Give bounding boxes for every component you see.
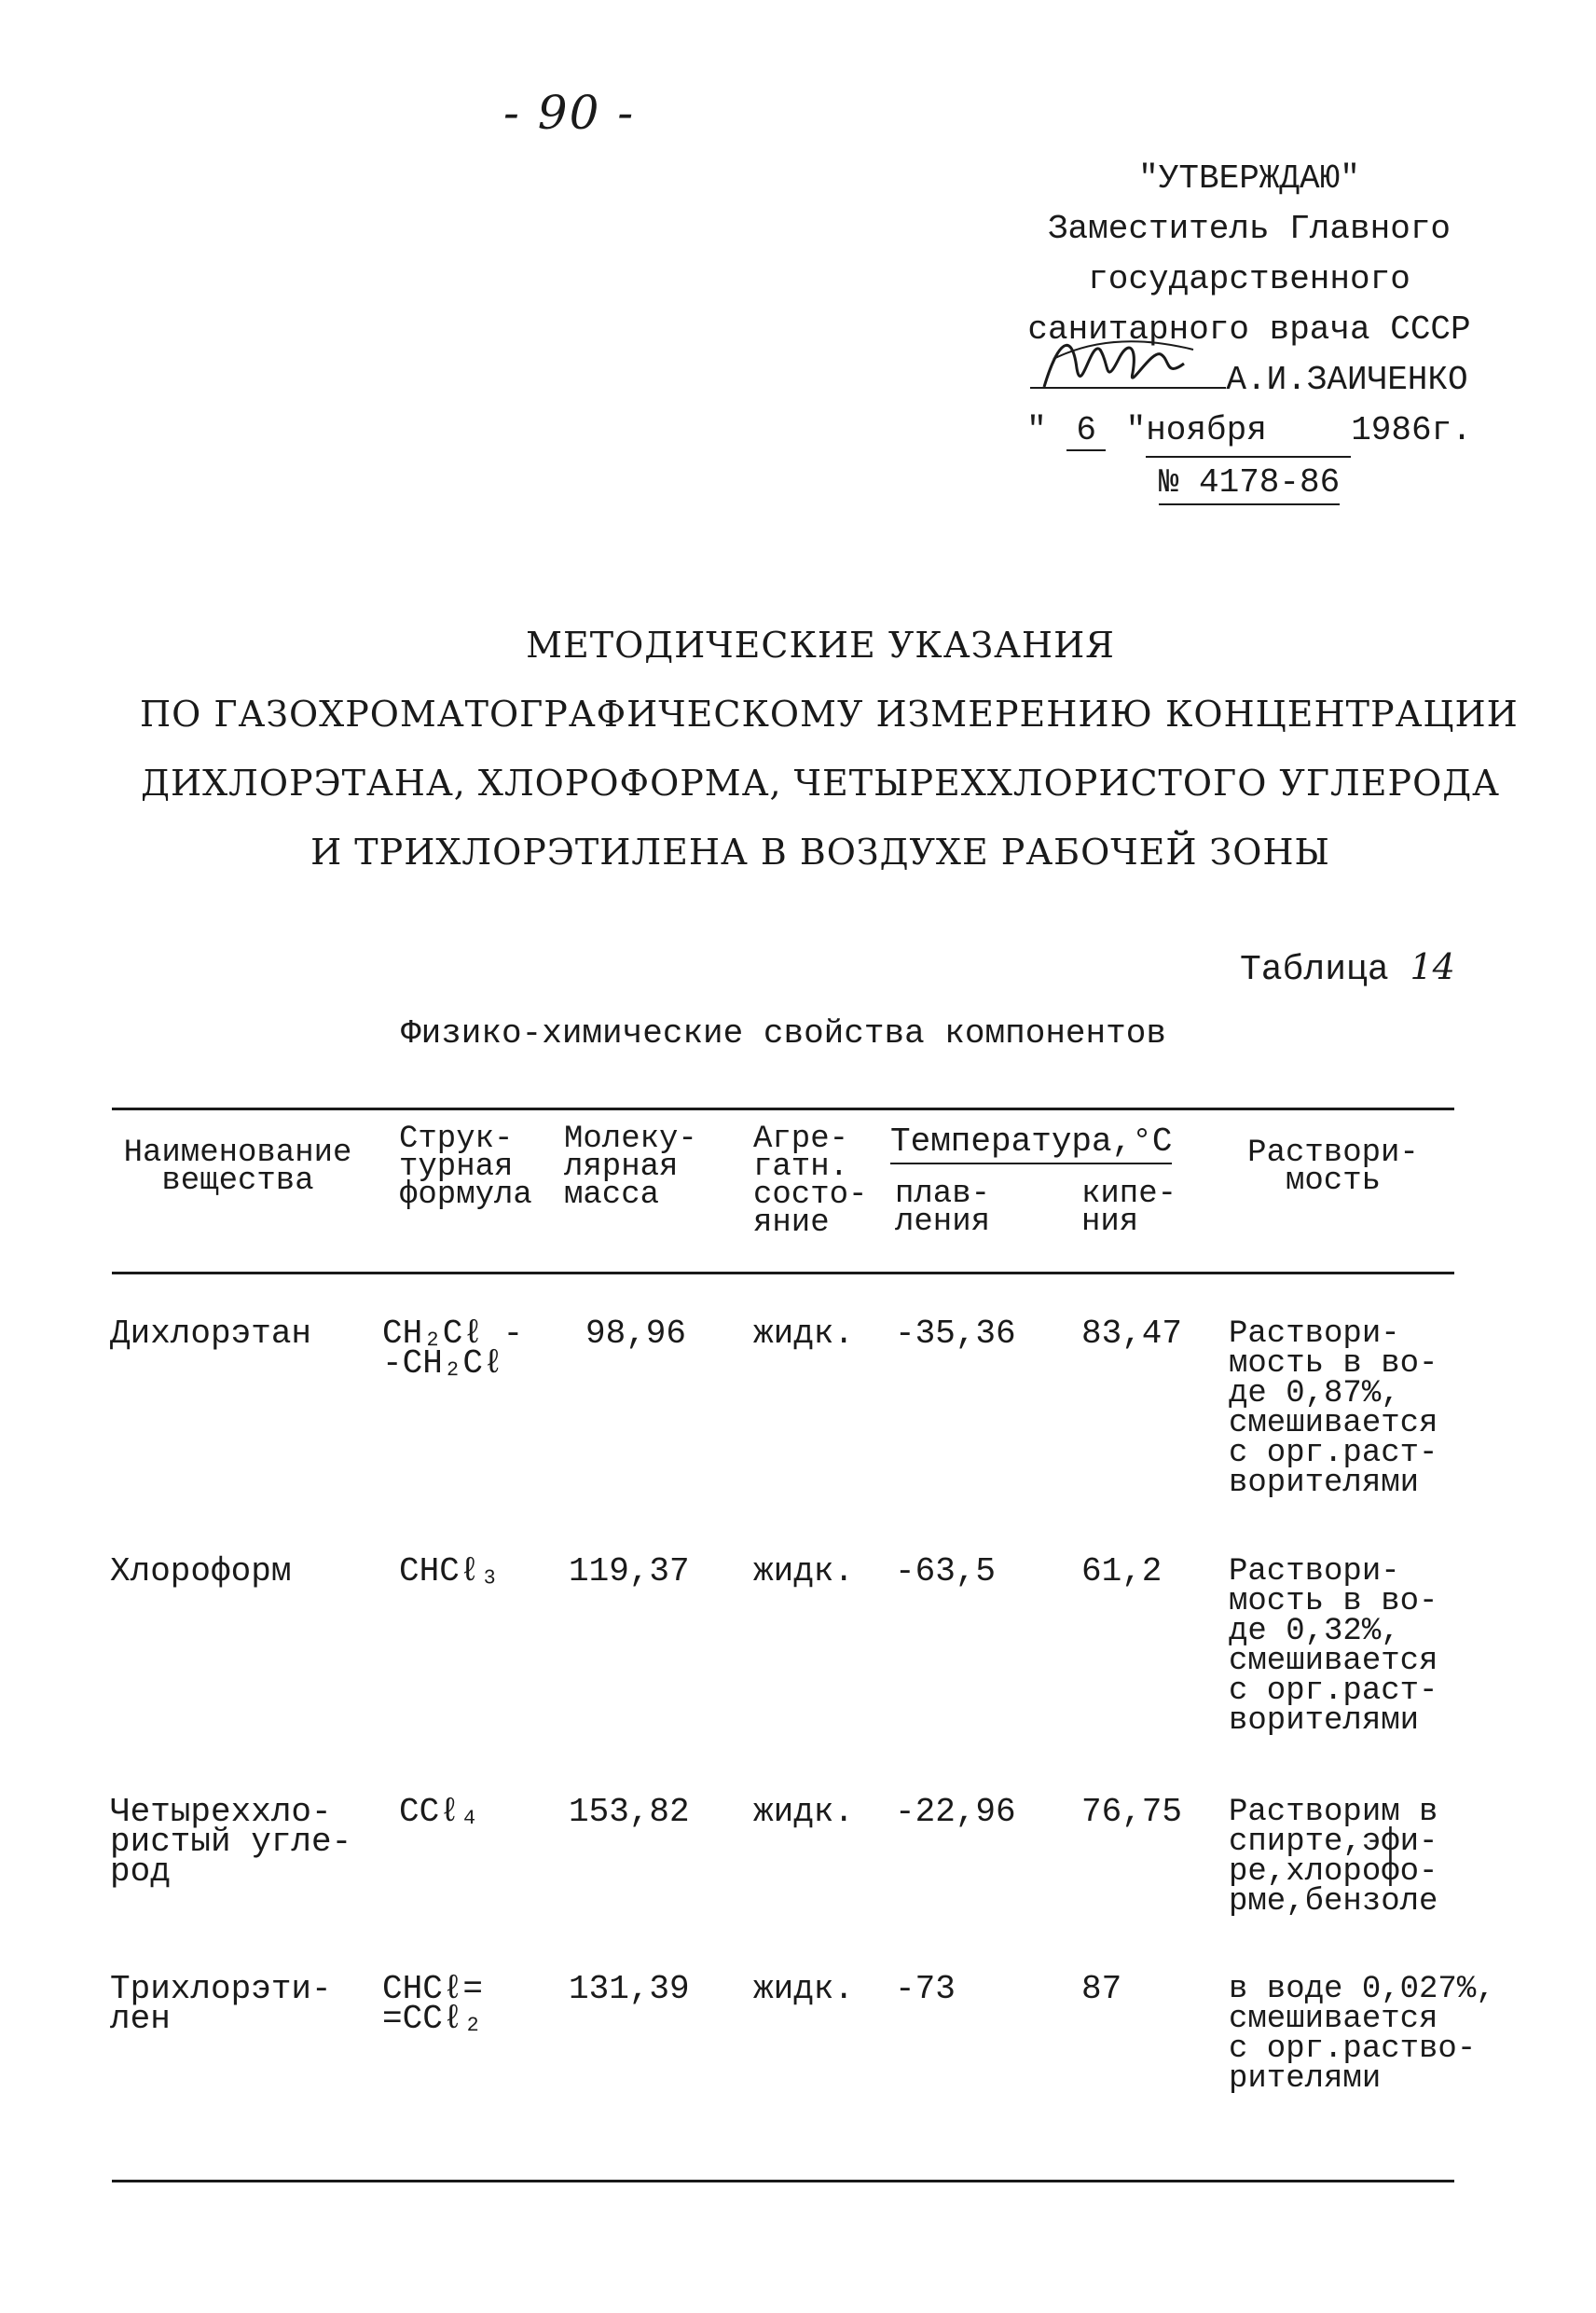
row2-formula: CHCℓ₃ xyxy=(399,1552,501,1590)
approval-line2: государственного xyxy=(1088,260,1410,298)
table-label-text: Таблица xyxy=(1240,950,1389,990)
row1-melting: -35,36 xyxy=(895,1315,1016,1353)
signature-mark xyxy=(1035,322,1203,406)
row1-solubility: Раствори- мость в во- де 0,87%, смешивается с орг.раст- ворителями xyxy=(1229,1316,1438,1501)
row4-formula: CHCℓ= =CCℓ₂ xyxy=(382,1970,484,2038)
row4-name: Трихлорэти- лен xyxy=(110,1970,332,2038)
table-caption: Физико-химические свойства компонентов xyxy=(401,1014,1166,1053)
row1-formula: CH₂Cℓ - -CH₂Cℓ xyxy=(382,1315,524,1383)
header-melting: плав- ления xyxy=(895,1177,991,1240)
row4-boiling: 87 xyxy=(1081,1970,1122,2008)
date-month: ноября xyxy=(1146,406,1351,458)
row2-solubility: Раствори- мость в во- де 0,32%, смешивается с орг.раст- ворителями xyxy=(1229,1554,1438,1739)
title-line4: И ТРИХЛОРЭТИЛЕНА В ВОЗДУХЕ РАБОЧЕЙ ЗОНЫ xyxy=(310,832,1330,873)
row2-name: Хлороформ xyxy=(110,1552,292,1590)
row3-boiling: 76,75 xyxy=(1081,1793,1183,1831)
header-temperature: Температура,°С xyxy=(890,1122,1172,1164)
row1-mass: 98,96 xyxy=(585,1315,687,1353)
title-line2: ПО ГАЗОХРОМАТОГРАФИЧЕСКОМУ ИЗМЕРЕНИЮ КОНЦЕНТРАЦИИ xyxy=(140,694,1519,735)
row3-name: Четыреххло- ристый угле- род xyxy=(110,1793,352,1891)
header-mass: Молеку- лярная масса xyxy=(564,1122,697,1213)
row1-boiling: 83,47 xyxy=(1081,1315,1183,1353)
header-state: Агре- гатн. состо- яние xyxy=(753,1122,868,1241)
header-name: Наименование вещества xyxy=(123,1136,352,1199)
row1-name: Дихлорэтан xyxy=(110,1315,312,1353)
doc-number: № 4178-86 xyxy=(1159,463,1340,505)
row3-melting: -22,96 xyxy=(895,1793,1016,1831)
row4-state: жидк. xyxy=(753,1970,855,2008)
date-year: 1986г. xyxy=(1351,411,1472,449)
approver-name: А.И.ЗАИЧЕНКО xyxy=(1226,361,1468,399)
doc-number-line xyxy=(970,458,1529,508)
row2-mass: 119,37 xyxy=(569,1552,690,1590)
row4-solubility: в воде 0,027%, смешивается с орг.раство- рителями xyxy=(1229,1972,1495,2097)
table-number: 14 xyxy=(1410,946,1455,987)
row2-boiling: 61,2 xyxy=(1081,1552,1163,1590)
row4-mass: 131,39 xyxy=(569,1970,690,2008)
row3-formula: CCℓ₄ xyxy=(399,1793,480,1831)
row2-state: жидк. xyxy=(753,1552,855,1590)
document-title xyxy=(140,611,1519,887)
date-day: 6 xyxy=(1066,411,1106,451)
page-number: - 90 - xyxy=(503,86,636,140)
row3-mass: 153,82 xyxy=(569,1793,690,1831)
approval-line3: санитарного врача СССР xyxy=(1027,310,1471,349)
header-boiling: кипе- ния xyxy=(1081,1177,1177,1240)
row4-melting: -73 xyxy=(895,1970,956,2008)
row1-state: жидк. xyxy=(753,1315,855,1353)
title-line1: МЕТОДИЧЕСКИЕ УКАЗАНИЯ xyxy=(526,625,1115,666)
approval-line1: Заместитель Главного xyxy=(1047,210,1452,248)
approval-date: " 6 "ноября 1986г. xyxy=(970,406,1529,458)
table-label xyxy=(1240,946,1455,990)
header-formula: Струк- турная формула xyxy=(399,1122,532,1213)
table-top-rule xyxy=(112,1108,1454,1110)
table-bottom-rule xyxy=(112,2180,1454,2182)
row2-melting: -63,5 xyxy=(895,1552,997,1590)
approval-stamp: "УТВЕРЖДАЮ" xyxy=(1138,159,1360,198)
header-solubility: Раствори- мость xyxy=(1247,1136,1419,1199)
row3-solubility: Растворим в спирте,эфи- ре,хлорофо- рме,бензоле xyxy=(1229,1795,1438,1920)
title-line3: ДИХЛОРЭТАНА, ХЛОРОФОРМА, ЧЕТЫРЕХХЛОРИСТОГО УГЛЕРОДА xyxy=(141,763,1500,804)
row3-state: жидк. xyxy=(753,1793,855,1831)
table-header-rule xyxy=(112,1272,1454,1274)
